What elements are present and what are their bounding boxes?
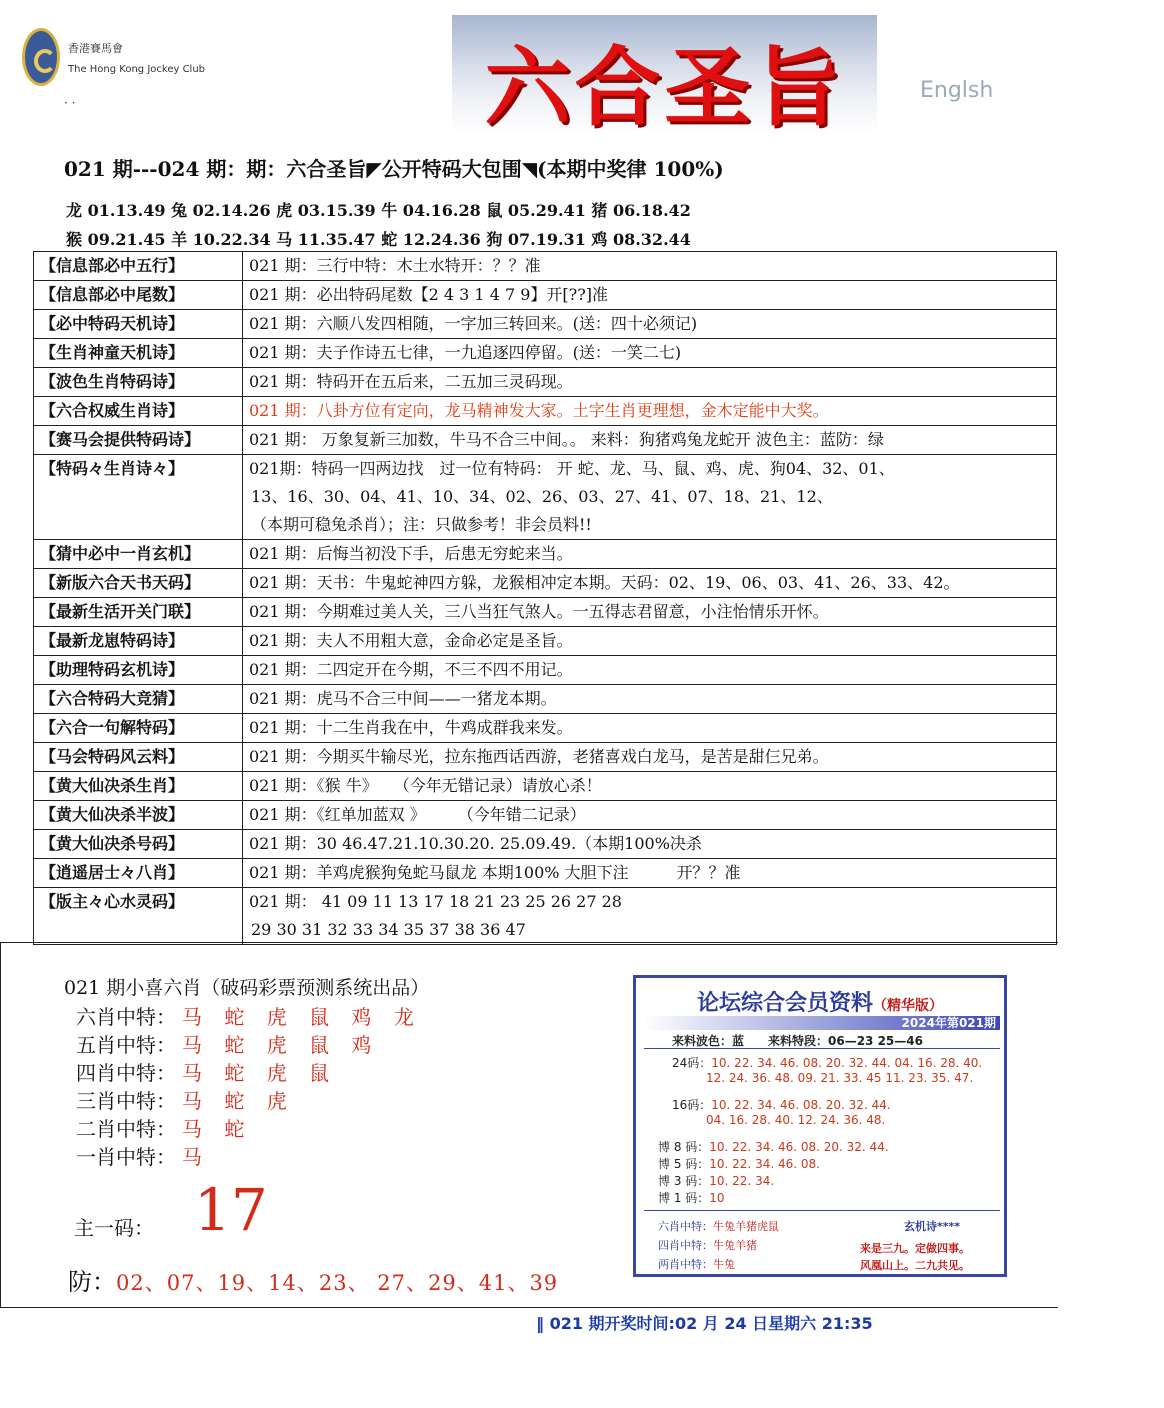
card-title-text: 论坛综合会员资料 [696,991,873,1016]
draw-time-footer: ‖ 021 期开奖时间:02 月 24 日星期六 21:35 [536,1314,873,1333]
card-zodiac-line [658,1256,735,1272]
row-line: 021 期：羊鸡虎猴狗兔蛇马鼠龙 本期100% 大胆下注 开？？准 [249,863,741,882]
row-value [243,339,1057,368]
row-key: 【助理特码玄机诗】 [34,656,243,685]
xiaoxi-title: 021 期小喜六肖（破码彩票预测系统出品） [64,977,430,999]
xiaoxi-value: 马 [182,1145,210,1169]
row-line: 021 期：《猴 牛》 （今年无错记录）请放心杀！ [249,776,602,795]
card-code-value: 10. 22. 34. 46. 08. 20. 32. 44. [709,1140,889,1154]
card-zodiac-label: 四肖中特： [658,1239,713,1252]
card-code-value: 10. 22. 34. 46. 08. [709,1157,820,1171]
row-value [243,455,1057,540]
row-line: 021 期：《红单加蓝双 》 （今年错二记录） [249,805,586,824]
xiaoxi-value: 马 蛇 虎 鼠 鸡 龙 [182,1005,422,1029]
xiaoxi-value: 马 蛇 虎 鼠 [182,1061,338,1085]
row-value [243,627,1057,656]
row-line: 021 期：八卦方位有定向，龙马精神发大家。土字生肖更理想，金木定能中大奖。 [249,401,829,420]
row-line: 021 期：夫人不用粗大意，金命必定是圣旨。 [249,631,573,650]
card-code-line [658,1172,774,1189]
row-value [243,310,1057,339]
banner-title: 六合圣旨 [484,37,845,138]
row-key: 【六合特码大竞猜】 [34,685,243,714]
row-value [243,772,1057,801]
card-code-value: 10. 22. 34. [709,1174,775,1188]
table-row [34,368,1057,397]
card-code-line [658,1138,889,1155]
table-row [34,714,1057,743]
main-number: 17 [194,1176,268,1244]
card-code-value: 10 [709,1191,725,1205]
card-zodiac-value: 牛兔羊猪虎鼠 [713,1220,779,1233]
xiaoxi-value: 马 蛇 虎 [182,1089,295,1113]
banner [452,15,877,138]
xiaoxi-label: 六肖中特： [76,1005,176,1029]
table-row [34,540,1057,569]
zodiac-line-2: 猴 09.21.45 羊 10.22.34 马 11.35.47 蛇 12.24.36 狗 07.19.31 鸡 08.32.44 [66,230,691,249]
row-line: 021期：特码一四两边找 过一位有特码： 开 蛇、龙、马、鼠、鸡、虎、狗04、32、01、 [249,459,895,478]
row-key: 【六合权威生肖诗】 [34,397,243,426]
card-divider [644,1210,1000,1211]
row-line: 021 期：特码开在五后来，二五加三灵码现。 [249,372,573,391]
row-value [243,252,1057,281]
card-code-value: 10. 22. 34. 46. 08. 20. 32. 44. 04. 16. 28. 40. [711,1056,983,1070]
table-row [34,569,1057,598]
jockey-club-emblem-icon [22,28,60,86]
table-row [34,426,1057,455]
card-code-line [672,1096,891,1113]
hkjc-logo [22,26,206,90]
row-value [243,426,1057,455]
row-line: 29 30 31 32 33 34 35 37 38 36 47 [251,920,526,939]
table-row [34,656,1057,685]
xiaoxi-label: 二肖中特： [76,1117,176,1141]
row-key: 【信息部必中尾数】 [34,281,243,310]
row-line: 13、16、30、04、41、10、34、02、26、03、27、41、07、18、21、12、 [251,487,833,506]
row-key: 【最新龙崽特码诗】 [34,627,243,656]
fang-line [68,1262,558,1297]
xiaoxi-value: 马 蛇 [182,1117,253,1141]
prediction-table [33,251,1057,945]
row-value [243,801,1057,830]
fang-label: 防： [68,1268,116,1296]
table-row [34,830,1057,859]
card-code-value: 12. 24. 36. 48. 09. 21. 33. 45 11. 23. 35. 47. [706,1071,974,1085]
xiaoxi-label: 三肖中特： [76,1089,176,1113]
row-key: 【赛马会提供特码诗】 [34,426,243,455]
row-value [243,281,1057,310]
row-line: 021 期：天书：牛鬼蛇神四方躲，龙猴相冲定本期。天码：02、19、06、03、41、26、33、42。 [249,573,960,592]
member-card [633,975,1007,1277]
xiaoxi-row [76,1029,379,1058]
row-value [243,569,1057,598]
table-row [34,252,1057,281]
card-zodiac-value: 牛兔 [713,1258,735,1271]
row-key: 【六合一句解特码】 [34,714,243,743]
card-code-label: 博 3 码： [658,1174,710,1188]
card-line-top: 来料波色：蓝 来料特段：06—23 25—46 [672,1034,923,1048]
card-code-line [658,1155,820,1172]
row-line: 021 期：夫子作诗五七律，一九追逐四停留。(送：一笑二七) [249,343,682,362]
card-zodiac-line [658,1218,779,1234]
row-key: 【马会特码风云料】 [34,743,243,772]
table-row [34,859,1057,888]
card-zodiac-label: 两肖中特： [658,1258,713,1271]
row-value [243,743,1057,772]
row-line: 021 期：必出特码尾数【2 4 3 1 4 7 9】开[??]准 [249,285,609,304]
row-line: 021 期：今期买牛输尽光，拉东拖西话西游，老猪喜戏白龙马，是苦是甜仨兄弟。 [249,747,829,766]
card-poem-line: 来是三九。定做四事。 [860,1242,970,1255]
card-code-label: 16码： [672,1098,712,1112]
row-value [243,714,1057,743]
row-line: （本期可稳兔杀肖）；注：只做参考！非会员料!! [251,515,592,534]
row-value [243,656,1057,685]
logo-chinese-text: 香港賽馬會 [68,42,123,55]
card-code-label: 博 1 码： [658,1191,710,1205]
row-line: 021 期：六顺八发四相随，一字加三转回来。(送：四十必须记) [249,314,698,333]
card-code-label: 博 8 码： [658,1140,710,1154]
xiaoxi-row [76,1001,422,1030]
dots: · · [64,96,76,110]
row-value [243,859,1057,888]
card-edition: （精华版） [873,998,943,1014]
table-row [34,397,1057,426]
xiaoxi-label: 四肖中特： [76,1061,176,1085]
card-poem-line: 风凰山上。二九共见。 [860,1259,970,1272]
card-zodiac-value: 牛兔羊猪 [713,1239,757,1252]
table-row [34,598,1057,627]
row-key: 【最新生活开关门联】 [34,598,243,627]
card-title [636,986,1004,1017]
card-code-label: 24码： [672,1056,712,1070]
card-code-value: 04. 16. 28. 40. 12. 24. 36. 48. [706,1113,886,1127]
row-key: 【黄大仙决杀生肖】 [34,772,243,801]
main-number-label: 主一码： [74,1216,154,1240]
table-row [34,281,1057,310]
page-headline: 021 期---024 期：期：六合圣旨◤公开特码大包围◥(本期中奖律 100%) [64,157,724,181]
table-row [34,310,1057,339]
card-code-line [658,1189,725,1206]
table-row [34,743,1057,772]
table-row [34,801,1057,830]
row-line: 021 期：二四定开在今期，不三不四不用记。 [249,660,573,679]
row-key: 【必中特码天机诗】 [34,310,243,339]
logo-english-text: The Hong Kong Jockey Club [68,64,206,75]
xiaoxi-row [76,1141,210,1170]
table-row [34,685,1057,714]
row-key: 【信息部必中五行】 [34,252,243,281]
zodiac-line-1: 龙 01.13.49 兔 02.14.26 虎 03.15.39 牛 04.16.28 鼠 05.29.41 猪 06.18.42 [66,201,691,220]
row-key: 【黄大仙决杀号码】 [34,830,243,859]
row-line: 021 期： 41 09 11 13 17 18 21 23 25 26 27 28 [249,892,622,911]
row-key: 【逍遥居士々八肖】 [34,859,243,888]
row-key: 【生肖神童天机诗】 [34,339,243,368]
card-divider [644,1048,1000,1049]
xiaoxi-label: 五肖中特： [76,1033,176,1057]
card-code-line [706,1071,973,1085]
row-value [243,368,1057,397]
row-line: 021 期：虎马不合三中间——一猪龙本期。 [249,689,557,708]
row-key: 【版主々心水灵码】 [34,888,243,945]
row-value [243,598,1057,627]
row-key: 【新版六合天书天码】 [34,569,243,598]
xiaoxi-row [76,1057,337,1086]
card-code-line [672,1054,982,1071]
xiaoxi-label: 一肖中特： [76,1145,176,1169]
row-line: 021 期：三行中特：木土水特开：？？准 [249,256,541,275]
card-code-label: 博 5 码： [658,1157,710,1171]
english-link[interactable]: Englsh [920,78,994,103]
card-issue: 2024年第021期 [901,1016,996,1030]
row-value [243,685,1057,714]
table-row [34,455,1057,540]
xiaoxi-row [76,1113,252,1142]
row-value [243,397,1057,426]
row-key: 【猜中必中一肖玄机】 [34,540,243,569]
row-key: 【波色生肖特码诗】 [34,368,243,397]
row-line: 021 期：后悔当初没下手，后患无穷蛇来当。 [249,544,573,563]
row-value [243,888,1057,945]
card-code-value: 10. 22. 34. 46. 08. 20. 32. 44. [711,1098,891,1112]
card-poem-title: 玄机诗**** [904,1220,961,1233]
table-row [34,772,1057,801]
card-zodiac-label: 六肖中特： [658,1220,713,1233]
row-key: 【特码々生肖诗々】 [34,455,243,540]
row-value [243,540,1057,569]
row-line: 021 期：十二生肖我在中，牛鸡成群我来发。 [249,718,573,737]
fang-value: 02、07、19、14、23、 27、29、41、39 [116,1271,559,1295]
table-row [34,627,1057,656]
card-code-line [706,1113,885,1127]
xiaoxi-row [76,1085,295,1114]
row-line: 021 期：今期难过美人关，三八当狂气煞人。一五得志君留意，小注怡情乐开怀。 [249,602,829,621]
card-zodiac-line [658,1237,757,1253]
xiaoxi-value: 马 蛇 虎 鼠 鸡 [182,1033,380,1057]
row-key: 【黄大仙决杀半波】 [34,801,243,830]
table-row [34,888,1057,945]
row-value [243,830,1057,859]
row-line: 021 期： 万象复新三加数，牛马不合三中间。。 来料：狗猪鸡兔龙蛇开 波色主：蓝防：绿 [249,430,884,449]
table-row [34,339,1057,368]
row-line: 021 期：30 46.47.21.10.30.20. 25.09.49.（本期100%决杀 [249,834,702,853]
